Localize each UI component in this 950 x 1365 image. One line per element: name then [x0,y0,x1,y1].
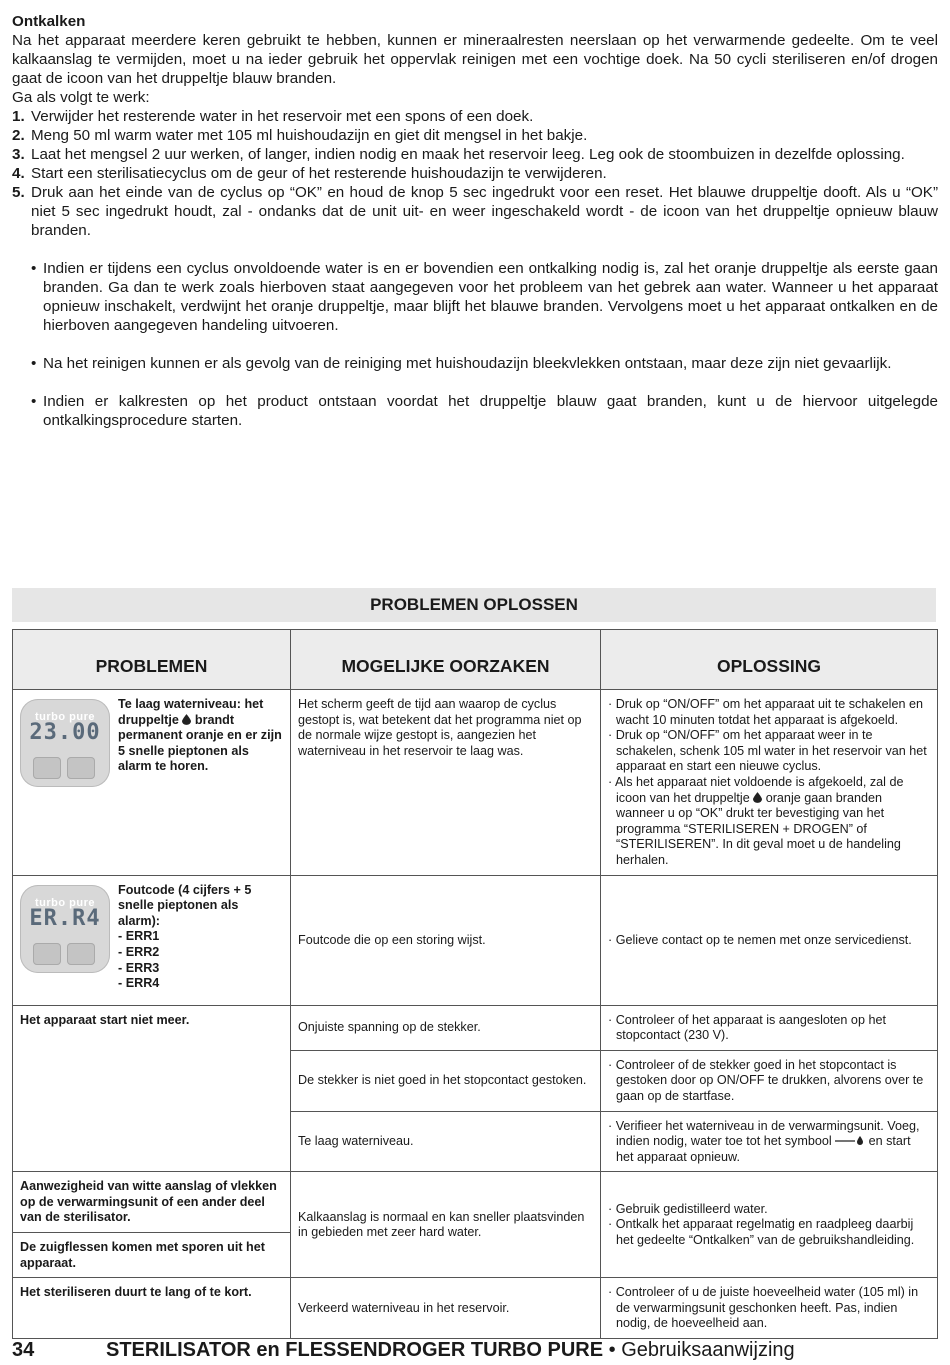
steam-icon [67,943,95,965]
display-digits: 23.00 [29,720,101,745]
steps-lead: Ga als volgt te werk: [12,89,150,106]
header-causes: MOGELIJKE OORZAKEN [291,630,601,690]
water-drop-icon [182,714,191,725]
table-header-row [13,630,938,690]
solution-cell: · Druk op “ON/OFF” om het apparaat uit te schakelen en wacht 10 minuten totdat het apparaat is afgekoeld. · Druk op “ON/OFF” om het apparaat weer in te schakelen, schenk 105 ml water in het reservoir van het apparaat en start een nieuwe cyclus. · Als het apparaat niet voldoende is afgekoeld, zal de icoon van het druppeltje oranje gaan branden wanneer u op “OK” drukt ter bevestiging van het programma “STERILISEREN + DROGEN” of “STERILISEREN”. In dit geval moet u de handeling herhalen. [601,690,938,876]
table-row [13,875,938,1005]
problem-cell: Aanwezigheid van witte aanslag of vlekken op de verwarmingsunit of een ander deel van de sterilisator. [13,1172,291,1233]
display-digits: ER.R4 [29,905,101,931]
cause-cell: Verkeerd waterniveau in het reservoir. [291,1278,601,1339]
cause-cell: De stekker is niet goed in het stopcontact gestoken. [291,1050,601,1111]
problem-cell: Het apparaat start niet meer. [13,1005,291,1172]
device-display-image: turbo pure 23.00 [20,699,110,787]
solution-cell: · Controleer of het apparaat is aangesloten op het stopcontact (230 V). [601,1005,938,1050]
solution-cell: · Verifieer het waterniveau in de verwarmingsunit. Voeg, indien nodig, water toe tot het symbool en start het apparaat opnieuw. [601,1111,938,1172]
table-row [13,690,938,876]
cause-cell: Foutcode die op een storing wijst. [291,875,601,1005]
problem-cell: turbo pure ER.R4 Foutcode (4 cijfers + 5 snelle pieptonen als alarm): - ERR1 - ERR2 - ERR3 - ERR4 [13,875,291,1005]
device-display-image: turbo pure ER.R4 [20,885,110,973]
section-heading: Ontkalken [12,13,86,30]
step-item: 1. Verwijder het resterende water in het reservoir met een spons of een doek. [12,108,534,125]
step-item: 2. Meng 50 ml warm water met 105 ml huishoudazijn en giet dit mengsel in het bakje. [12,127,588,144]
footer-subtitle: Gebruiksaanwijzing [621,1339,795,1361]
note-item: • Indien er tijdens een cyclus onvoldoende water is en er bovendien een ontkalking nodig is, zal het oranje druppeltje als eerste gaan branden. Ga dan te werk zoals hierboven staat aangegeven voor het probleem van het gebrek aan water. Wanneer u het apparaat opnieuw inschakelt, verdwijnt het oranje druppeltje, maar blijft het blauwe branden. Vervolgens moet u het apparaat ontkalken en de hierboven aangegeven handeling uitvoeren. [31,260,938,334]
cause-cell: Kalkaanslag is normaal en kan sneller plaatsvinden in gebieden met zeer hard water. [291,1172,601,1278]
header-problems: PROBLEMEN [13,630,291,690]
footer-separator: • [603,1339,622,1361]
note-item: • Na het reinigen kunnen er als gevolg van de reiniging met huishoudazijn bleekvlekken ontstaan, maar deze zijn niet gevaarlijk. [31,355,892,372]
step-item: 5. Druk aan het einde van de cyclus op “OK” en houd de knop 5 sec ingedrukt voor een reset. Het blauwe druppeltje dooft. Als u “OK” niet 5 sec ingedrukt houdt, zal - ondanks dat de unit uit- en weer ingeschakeld wordt - de icoon van het druppeltje opnieuw blauw branden. [12,184,938,239]
solution-cell: · Controleer of u de juiste hoeveelheid water (105 ml) in de verwarmingsunit geschonken heeft. Pas, indien nodig, de hoeveelheid aan. [601,1278,938,1339]
table-row [13,1172,938,1233]
decalcify-section [12,12,938,430]
step-item: 4. Start een sterilisatiecyclus om de geur of het resterende huishoudazijn te verwijderen. [12,165,607,182]
solution-cell: · Gelieve contact op te nemen met onze servicedienst. [601,875,938,1005]
note-item: • Indien er kalkresten op het product ontstaan voordat het druppeltje blauw gaat branden, kunt u de hiervoor uitgelegde ontkalkingsprocedure starten. [31,393,938,429]
solution-cell: · Controleer of de stekker goed in het stopcontact is gestoken door op ON/OFF te drukken, alvorens over te gaan op de startfase. [601,1050,938,1111]
solution-cell: · Gebruik gedistilleerd water. · Ontkalk het apparaat regelmatig en raadpleeg daarbij het gedeelte “Ontkalken” van de gebruikshandleiding. [601,1172,938,1278]
table-row [13,1278,938,1339]
bottle-icon [33,943,61,965]
troubleshooting-title: PROBLEMEN OPLOSSEN [12,588,936,622]
steps-list [12,107,938,240]
bottle-icon [33,757,61,779]
table-row [13,1005,938,1050]
water-drop-icon [753,792,762,803]
problem-cell: De zuigflessen komen met sporen uit het apparaat. [13,1233,291,1278]
cause-cell: Onjuiste spanning op de stekker. [291,1005,601,1050]
cause-cell: Het scherm geeft de tijd aan waarop de cyclus gestopt is, wat betekent dat het programma niet op de normale wijze gestopt is, aangezien het waterniveau in het reservoir te laag was. [291,690,601,876]
header-solution: OPLOSSING [601,630,938,690]
intro-paragraph: Na het apparaat meerdere keren gebruikt te hebben, kunnen er mineraalresten neerslaan op het verwarmende gedeelte. Om te veel kalkaanslag te vermijden, moet u na ieder gebruik het oppervlak reinigen met een vochtige doek. Na 50 cycli steriliseren en/of drogen gaat de icoon van het druppeltje blauw branden. [12,32,938,87]
notes-list [12,259,938,430]
steam-icon [67,757,95,779]
page-footer [12,1337,942,1363]
footer-title: STERILISATOR en FLESSENDROGER TURBO PURE [106,1339,604,1361]
step-item: 3. Laat het mengsel 2 uur werken, of langer, indien nodig en maak het reservoir leeg. Leg ook de stoombuizen in dezelfde oplossing. [12,146,905,163]
water-level-icon [835,1135,865,1146]
troubleshooting-table [12,629,938,1339]
problem-cell: turbo pure 23.00 Te laag waterniveau: het druppeltje brandt permanent oranje en er zijn 5 snelle pieptonen als alarm te horen. [13,690,291,876]
cause-cell: Te laag waterniveau. [291,1111,601,1172]
page-number: 34 [12,1339,35,1361]
problem-cell: Het steriliseren duurt te lang of te kort. [13,1278,291,1339]
